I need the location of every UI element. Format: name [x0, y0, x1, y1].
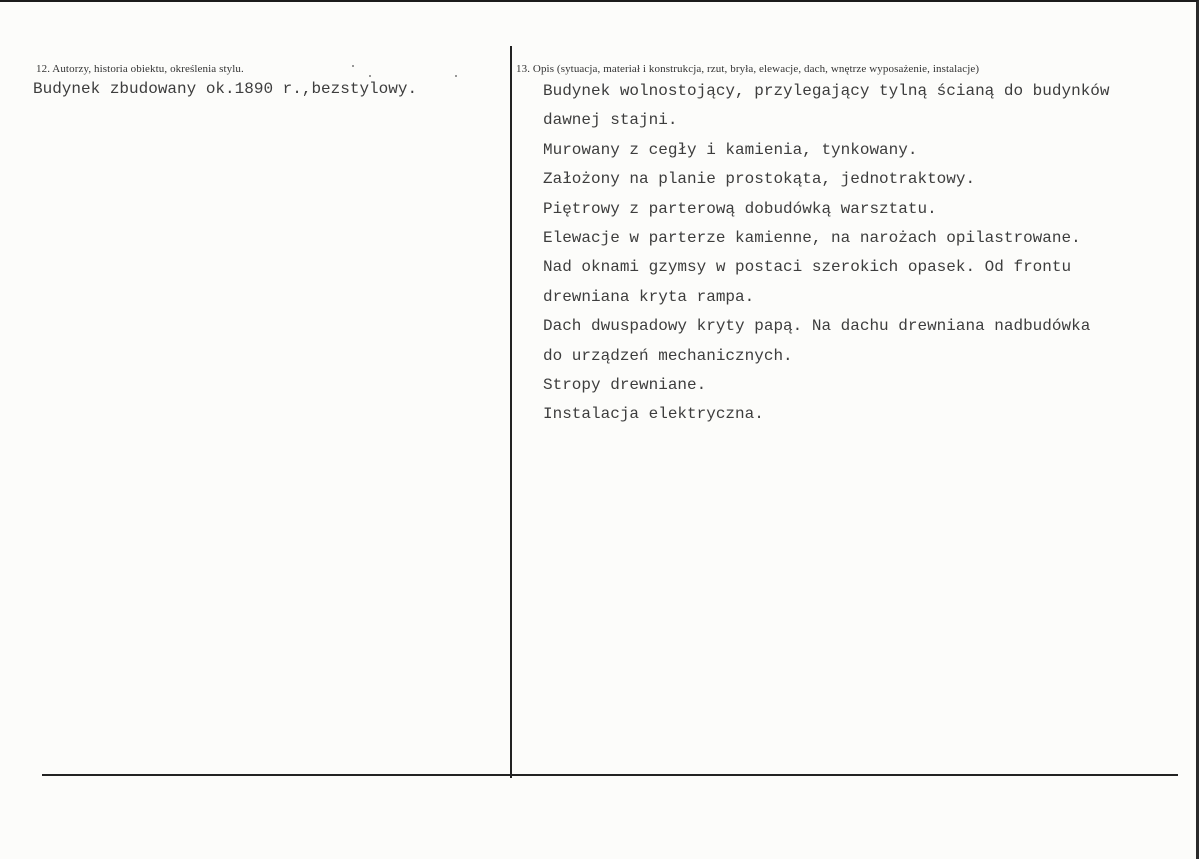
description-line: Piętrowy z parterową dobudówką warsztatu.: [543, 199, 937, 218]
paper-speck: [369, 75, 371, 77]
section-12-label: 12. Autorzy, historia obiektu, określenia stylu.: [36, 63, 244, 75]
description-line: dawnej stajni.: [543, 111, 678, 130]
description-line: Budynek wolnostojący, przylegający tylną ścianą do budynków: [543, 82, 1110, 100]
description-line: Założony na planie prostokąta, jednotraktowy.: [543, 170, 976, 189]
description-line: Murowany z cegły i kamienia, tynkowany.: [543, 140, 918, 159]
column-divider: [510, 46, 512, 778]
description-line: Nad oknami gzymsy w postaci szerokich opasek. Od frontu: [543, 258, 1072, 277]
description-line: Stropy drewniane.: [543, 375, 707, 394]
description-line: do urządzeń mechanicznych.: [543, 346, 793, 365]
description-line: Instalacja elektryczna.: [543, 405, 764, 424]
bottom-rule: [42, 774, 1178, 776]
section-13-label: 13. Opis (sytuacja, materiał i konstrukcja, rzut, bryła, elewacje, dach, wnętrze wyposażenie, instalacje): [516, 63, 980, 75]
paper-speck: [455, 75, 457, 77]
description-line: Dach dwuspadowy kryty papą. Na dachu drewniana nadbudówka: [543, 317, 1091, 336]
section-12-value: Budynek zbudowany ok.1890 r.,bezstylowy.: [33, 80, 418, 98]
section-13-description: [543, 80, 1110, 433]
description-line: Elewacje w parterze kamienne, na narożach opilastrowane.: [543, 228, 1081, 247]
paper-speck: [352, 65, 354, 67]
description-line: drewniana kryta rampa.: [543, 287, 755, 306]
